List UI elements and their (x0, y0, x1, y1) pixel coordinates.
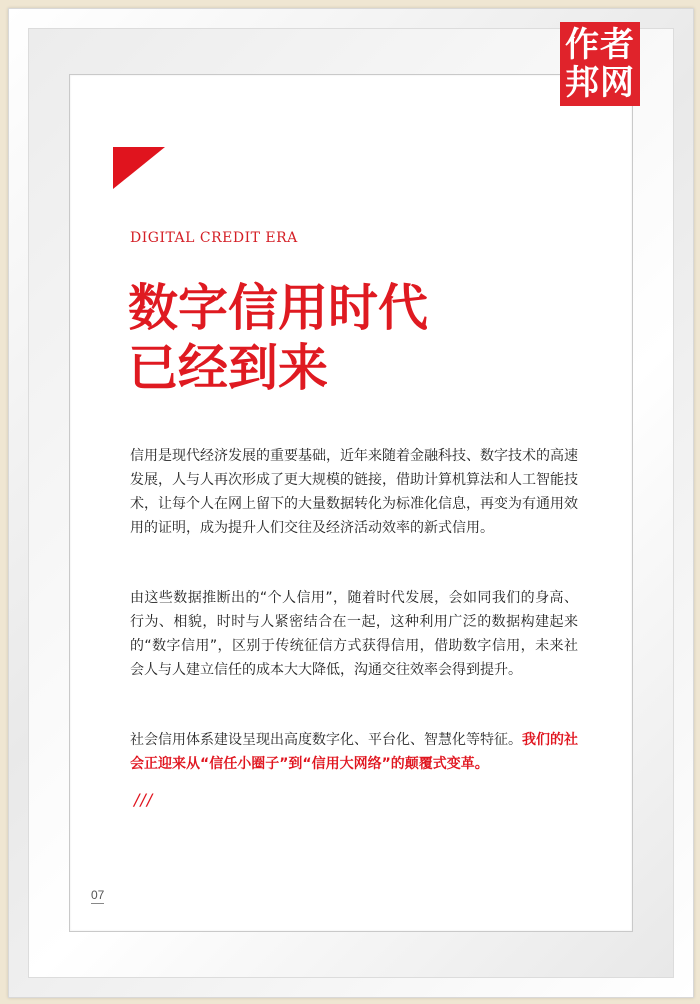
page-number: 07 (91, 888, 105, 902)
decorative-slashes: /// (134, 790, 154, 809)
paragraph-3-text: 社会信用体系建设呈现出高度数字化、平台化、智慧化等特征。 (130, 732, 522, 748)
title-line-1: 数字信用时代 (128, 278, 428, 337)
logo-line-1: 作者 (565, 25, 635, 65)
title-line-2: 已经到来 (128, 338, 328, 397)
body-paragraph-3 (130, 728, 578, 776)
body-paragraph-2: 由这些数据推断出的“个人信用”，随着时代发展，会如同我们的身高、行为、相貌，时时与人紧密结合在一起，这种利用广泛的数据构建起来的“数字信用”，区别于传统征信方式获得信用，借助数字信用，未来社会人与人建立信任的成本大大降低，沟通交往效率会得到提升。 (130, 590, 578, 678)
section-eyebrow: DIGITAL CREDIT ERA (130, 230, 298, 246)
red-corner-triangle (113, 147, 165, 189)
body-paragraph-1: 信用是现代经济发展的重要基础，近年来随着金融科技、数字技术的高速发展，人与人再次形成了更大规模的链接，借助计算机算法和人工智能技术，让每个人在网上留下的大量数据转化为标准化信息，再变为有通用效用的证明，成为提升人们交往及经济活动效率的新式信用。 (130, 448, 578, 536)
paragraph-3-highlight: 我们的社会正迎来从“信任小圈子”到“信用大网络”的颠覆式变革。 (130, 732, 578, 772)
page-title (128, 278, 428, 398)
site-logo (560, 22, 640, 106)
logo-line-2: 邦网 (565, 63, 635, 103)
